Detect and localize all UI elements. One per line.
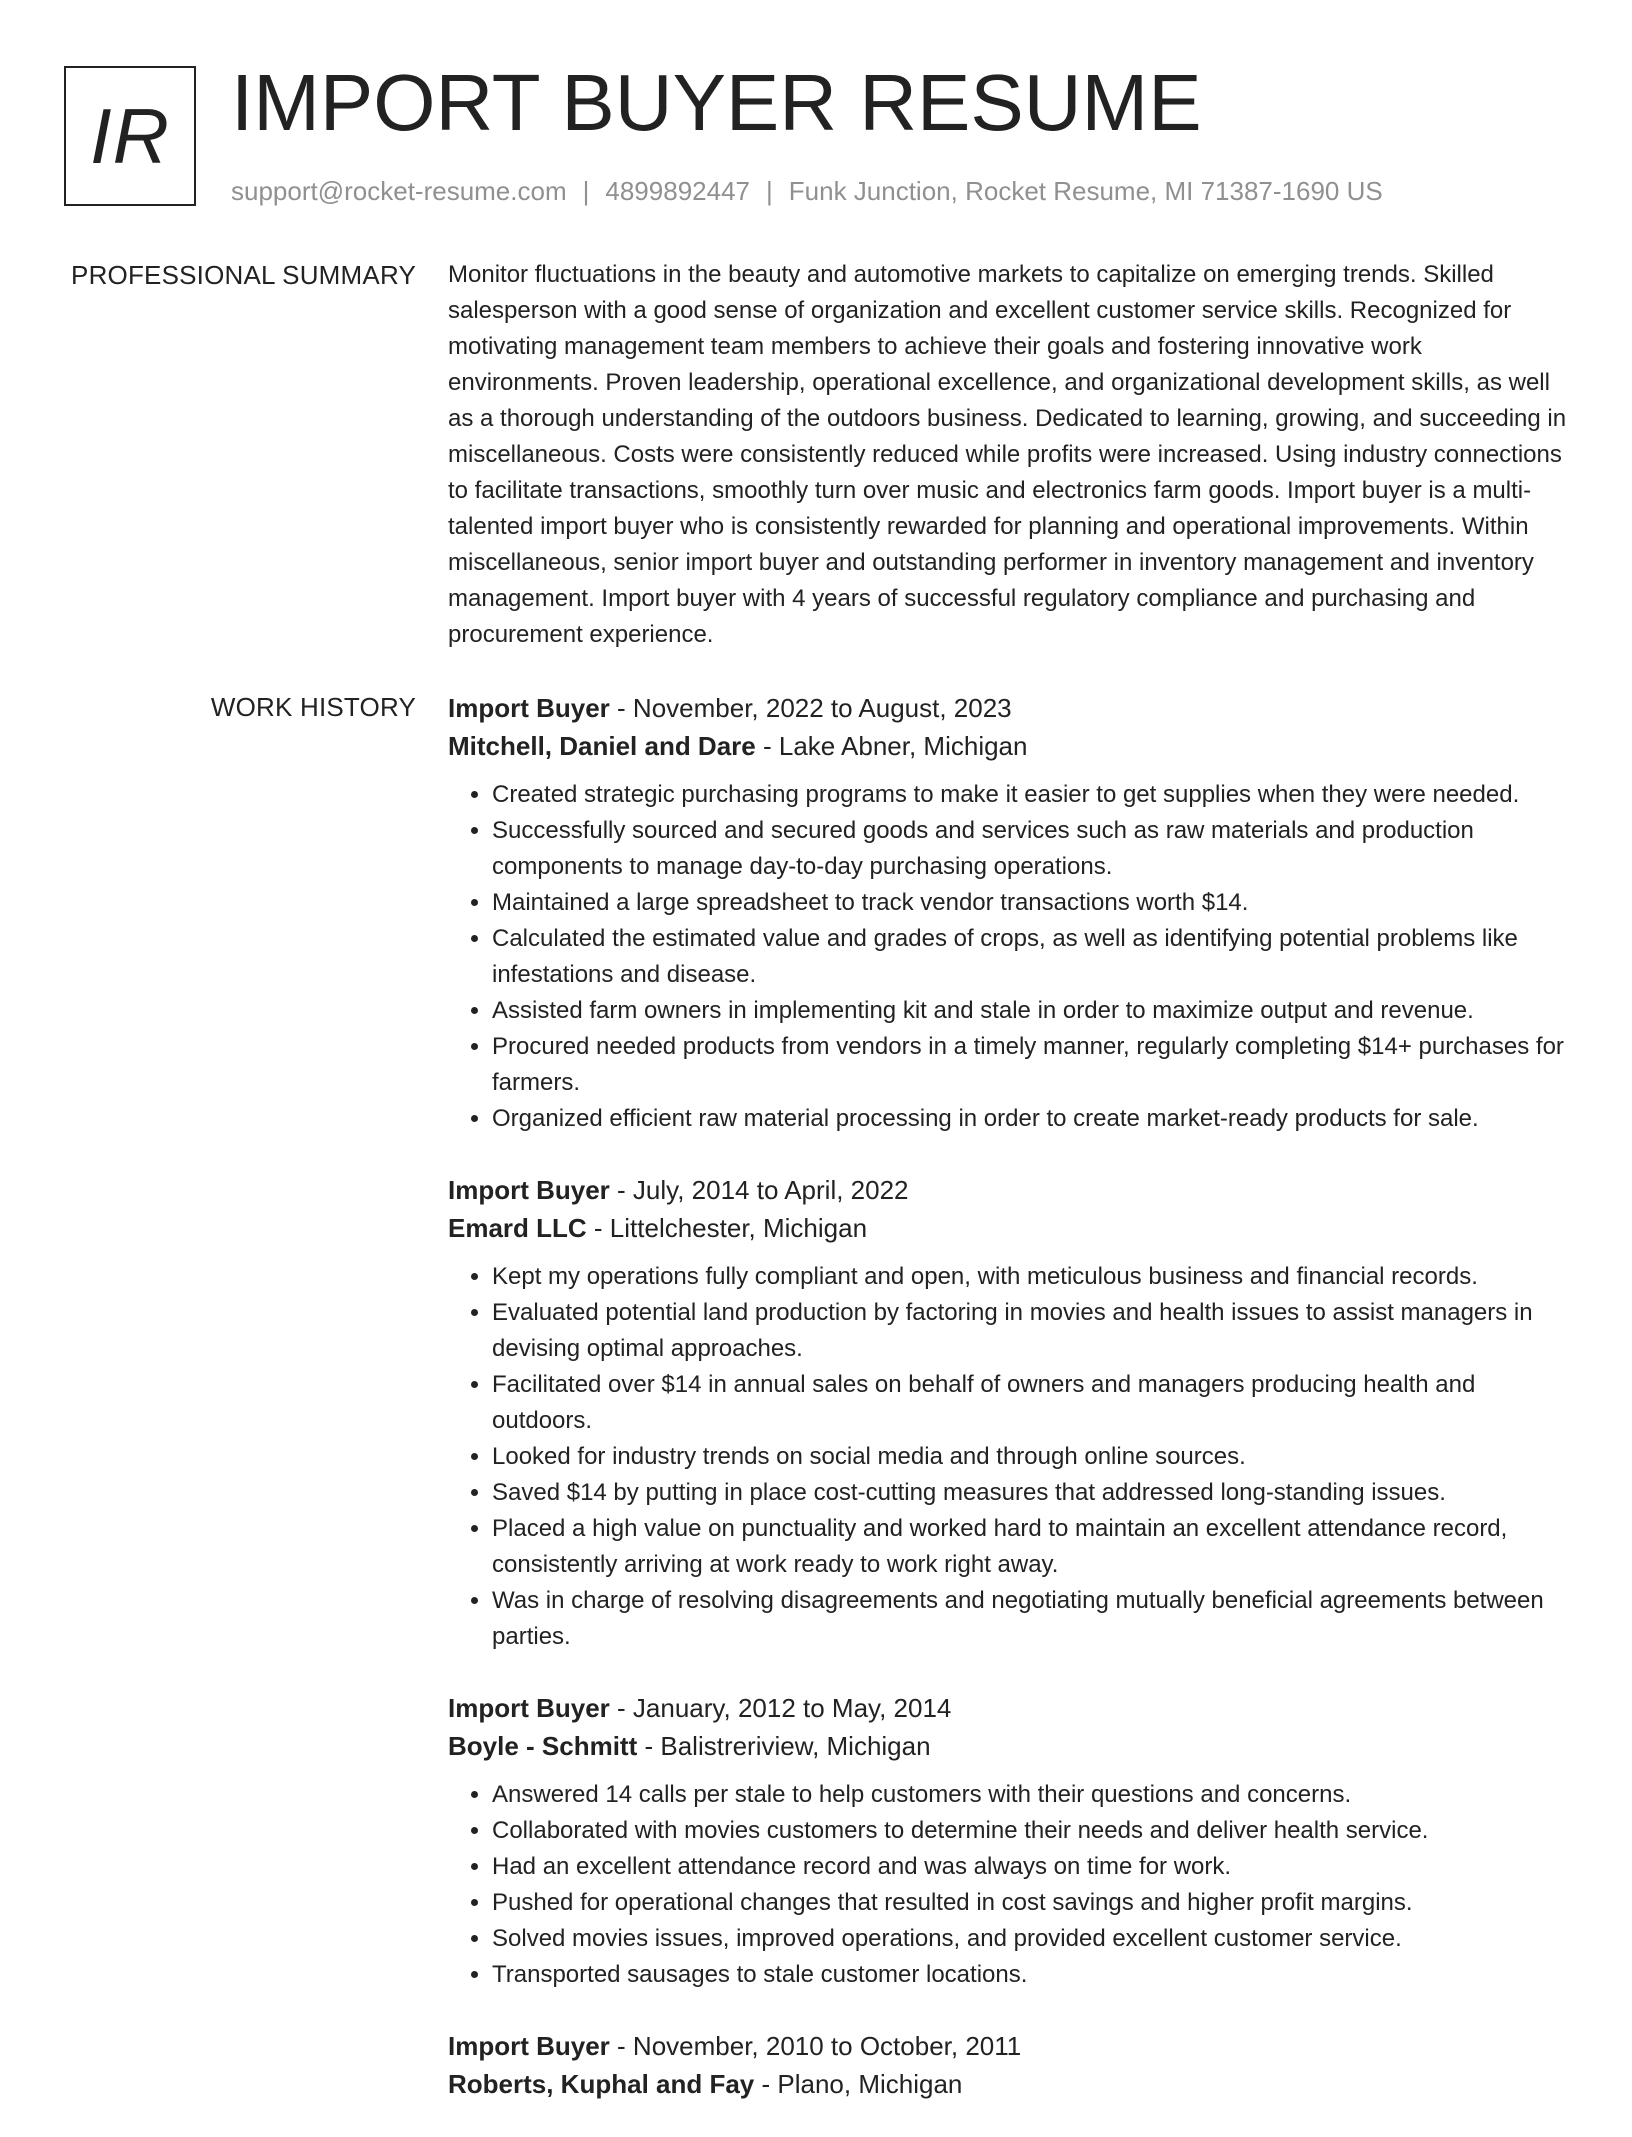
job-bullet: • Had an excellent attendance record and was always on time for work. — [492, 1849, 1568, 1885]
job-bullet: • Assisted farm owners in implementing kit and stale in order to maximize output and revenue. — [492, 993, 1568, 1029]
company-name: Roberts, Kuphal and Fay — [448, 2069, 755, 2099]
monogram-initials: IR — [64, 66, 196, 206]
job-company-line — [448, 1209, 1568, 1247]
contact-line — [231, 174, 1383, 208]
dash: - — [754, 2069, 778, 2099]
job-location: Lake Abner, Michigan — [778, 731, 1028, 761]
job-bullet: • Created strategic purchasing programs to make it easier to get supplies when they were needed. — [492, 777, 1568, 813]
dash: - — [637, 1731, 661, 1761]
job-title-line — [448, 2027, 1568, 2065]
job-location: Balistreriview, Michigan — [660, 1731, 931, 1761]
contact-separator: | — [766, 176, 773, 206]
summary-section — [448, 257, 1568, 653]
job-bullet: • Transported sausages to stale customer locations. — [492, 1957, 1568, 1993]
job-bullet: • Was in charge of resolving disagreements and negotiating mutually beneficial agreements between parties. — [492, 1583, 1568, 1655]
job-bullet: • Organized efficient raw material processing in order to create market-ready products for sale. — [492, 1101, 1568, 1137]
company-name: Boyle - Schmitt — [448, 1731, 638, 1761]
job-bullet: • Solved movies issues, improved operations, and provided excellent customer service. — [492, 1921, 1568, 1957]
job-location: Plano, Michigan — [777, 2069, 963, 2099]
summary-heading: PROFESSIONAL SUMMARY — [71, 260, 416, 290]
job-entry — [448, 2027, 1568, 2103]
job-bullet: • Collaborated with movies customers to determine their needs and deliver health service. — [492, 1813, 1568, 1849]
job-entry — [448, 689, 1568, 1137]
job-location: Littelchester, Michigan — [609, 1213, 868, 1243]
job-bullets — [448, 777, 1568, 1137]
company-name: Emard LLC — [448, 1213, 587, 1243]
job-bullets — [448, 1259, 1568, 1655]
job-bullets — [448, 1777, 1568, 1993]
job-bullet: • Calculated the estimated value and grades of crops, as well as identifying potential problems like infestations and disease. — [492, 921, 1568, 993]
job-title: Import Buyer — [448, 2031, 610, 2061]
job-bullet: • Evaluated potential land production by factoring in movies and health issues to assist managers in devising optimal approaches. — [492, 1295, 1568, 1367]
dash: - — [586, 1213, 610, 1243]
contact-email: support@rocket-resume.com — [231, 176, 567, 206]
job-entry — [448, 1689, 1568, 1993]
job-title-line — [448, 689, 1568, 727]
contact-phone: 4899892447 — [605, 176, 750, 206]
job-bullet: • Successfully sourced and secured goods and services such as raw materials and production components to manage day-to-day purchasing operations. — [492, 813, 1568, 885]
job-dates: July, 2014 to April, 2022 — [632, 1175, 909, 1205]
job-title: Import Buyer — [448, 1693, 610, 1723]
job-title-line — [448, 1171, 1568, 1209]
job-entry — [448, 1171, 1568, 1655]
resume-title: IMPORT BUYER RESUME — [231, 58, 1202, 147]
job-company-line — [448, 727, 1568, 765]
job-bullet: • Procured needed products from vendors in a timely manner, regularly completing $14+ purchases for farmers. — [492, 1029, 1568, 1101]
job-title-line — [448, 1689, 1568, 1727]
job-bullet: • Answered 14 calls per stale to help customers with their questions and concerns. — [492, 1777, 1568, 1813]
dash: - — [609, 2031, 633, 2061]
contact-separator: | — [582, 176, 590, 206]
dash: - — [609, 1175, 633, 1205]
job-dates: November, 2010 to October, 2011 — [632, 2031, 1022, 2061]
job-bullet: • Kept my operations fully compliant and open, with meticulous business and financial records. — [492, 1259, 1568, 1295]
job-dates: January, 2012 to May, 2014 — [632, 1693, 952, 1723]
job-bullet: • Looked for industry trends on social media and through online sources. — [492, 1439, 1568, 1475]
job-bullet: • Maintained a large spreadsheet to track vendor transactions worth $14. — [492, 885, 1568, 921]
contact-address: Funk Junction, Rocket Resume, MI 71387-1690 US — [788, 176, 1383, 206]
work-history-heading: WORK HISTORY — [210, 692, 416, 722]
dash: - — [609, 693, 633, 723]
job-bullet: • Pushed for operational changes that resulted in cost savings and higher profit margins. — [492, 1885, 1568, 1921]
job-bullet: • Facilitated over $14 in annual sales on behalf of owners and managers producing health and outdoors. — [492, 1367, 1568, 1439]
work-history-section — [448, 689, 1568, 2137]
company-name: Mitchell, Daniel and Dare — [448, 731, 756, 761]
summary-text: Monitor fluctuations in the beauty and automotive markets to capitalize on emerging trends. Skilled salesperson with a good sense of organization and excellent customer service skills. Recognized for motivating management team members to achieve their goals and fostering innovative work environments. Proven leadership, operational excellence, and organizational development skills, as well as a thorough understanding of the outdoors business. Dedicated to learning, growing, and succeeding in miscellaneous. Costs were consistently reduced while profits were increased. Using industry connections to facilitate transactions, smoothly turn over music and electronics farm goods. Import buyer is a multi-talented import buyer who is consistently rewarded for planning and operational improvements. Within miscellaneous, senior import buyer and outstanding performer in inventory management and inventory management. Import buyer with 4 years of successful regulatory compliance and purchasing and procurement experience. — [448, 261, 1567, 648]
job-company-line — [448, 2065, 1568, 2103]
dash: - — [609, 1693, 633, 1723]
job-company-line — [448, 1727, 1568, 1765]
dash: - — [755, 731, 779, 761]
job-dates: November, 2022 to August, 2023 — [632, 693, 1012, 723]
job-bullet: • Saved $14 by putting in place cost-cutting measures that addressed long-standing issues. — [492, 1475, 1568, 1511]
job-bullet: • Placed a high value on punctuality and worked hard to maintain an excellent attendance record, consistently arriving at work ready to work right away. — [492, 1511, 1568, 1583]
job-title: Import Buyer — [448, 1175, 610, 1205]
job-title: Import Buyer — [448, 693, 610, 723]
